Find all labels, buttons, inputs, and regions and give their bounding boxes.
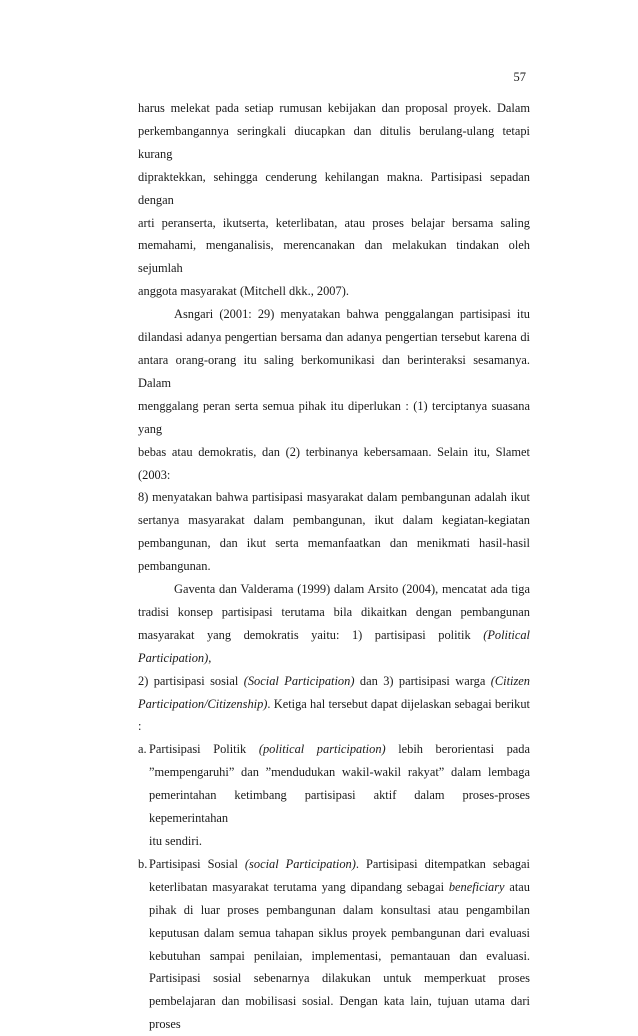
text-run: . Partisipasi ditempatkan sebagai <box>355 856 530 871</box>
text-line: ”mempengaruhi” dan ”mendudukan wakil-wakil rakyat” dalam lembaga <box>149 765 530 780</box>
text-run: keterlibatan masyarakat terutama yang dipandang sebagai <box>149 879 449 894</box>
text-line: 8) menyatakan bahwa partisipasi masyarakat dalam pembangunan adalah ikut <box>138 490 530 505</box>
text-line: pembangunan. <box>138 559 211 574</box>
text-run: Partisipasi Politik <box>149 742 259 757</box>
text-line: pemerintahan ketimbang partisipasi aktif dalam proses-proses kepemerintahan <box>149 788 530 826</box>
text-run: Partisipasi Sosial <box>149 856 245 871</box>
text-line: bebas atau demokratis, dan (2) terbinanya kebersamaan. Selain itu, Slamet (2003: <box>138 444 530 482</box>
text-line <box>138 693 530 739</box>
text-line <box>149 853 530 876</box>
italic-run: (Social Participation) <box>243 673 355 688</box>
text-line: antara orang-orang itu saling berkomunikasi dan berinteraksi sesamanya. Dalam <box>138 352 530 390</box>
text-line: Asngari (2001: 29) menyatakan bahwa penggalangan partisipasi itu <box>174 307 530 322</box>
text-line: arti peranserta, ikutserta, keterlibatan, atau proses belajar bersama saling <box>138 215 530 230</box>
text-line: Partisipasi sosial sebenarnya dilakukan untuk memperkuat proses <box>149 971 530 986</box>
italic-run: (Citizen <box>490 673 530 688</box>
text-line: tradisi konsep partisipasi terutama bila dikaitkan dengan pembangunan <box>138 604 530 619</box>
text-line: kebutuhan sampai penilaian, implementasi, pemantauan dan evaluasi. <box>149 948 530 963</box>
text-line: keputusan dalam semua tahapan siklus proyek pembangunan dari evaluasi <box>149 925 530 940</box>
text-line: sertanya masyarakat dalam pembangunan, ikut dalam kegiatan-kegiatan <box>138 513 530 528</box>
text-line <box>138 670 530 693</box>
text-line: memahami, menganalisis, merencanakan dan melakukan tindakan oleh sejumlah <box>138 238 530 276</box>
text-line: dipraktekkan, sehingga cenderung kehilangan makna. Partisipasi sepadan dengan <box>138 169 530 207</box>
list-marker: b. <box>138 856 148 871</box>
text-line: itu sendiri. <box>149 834 202 848</box>
italic-run: (Political Participation) <box>138 627 530 665</box>
text-line: pembangunan, dan ikut serta memanfaatkan dan menikmati hasil-hasil <box>138 536 530 551</box>
list-item <box>138 853 530 1036</box>
text-run: atau <box>504 879 530 894</box>
text-line <box>149 738 530 761</box>
text-run: masyarakat yang demokratis yaitu: 1) partisipasi politik <box>138 627 484 642</box>
italic-run: Participation/Citizenship) <box>138 696 268 711</box>
italic-run: (political participation) <box>258 742 386 757</box>
text-line <box>149 876 530 899</box>
text-run: 2) partisipasi sosial <box>138 673 244 688</box>
page-number: 57 <box>513 70 526 84</box>
text-line: menggalang peran serta semua pihak itu diperlukan : (1) terciptanya suasana yang <box>138 398 530 436</box>
text-run: dan 3) partisipasi warga <box>354 673 491 688</box>
list-item <box>138 738 530 853</box>
text-run: , <box>208 650 212 665</box>
text-run: . Ketiga hal tersebut dapat dijelaskan sebagai berikut : <box>138 696 530 734</box>
text-line: Gaventa dan Valderama (1999) dalam Arsito (2004), mencatat ada tiga <box>174 582 530 597</box>
text-run: lebih berorientasi pada <box>385 742 530 757</box>
text-line: harus melekat pada setiap rumusan kebijakan dan proposal proyek. Dalam <box>138 101 530 115</box>
text-line: pihak di luar proses pembangunan dalam konsultasi atau pengambilan <box>149 902 530 917</box>
text-line: dilandasi adanya pengertian bersama dan adanya pengertian tersebut karena di <box>138 330 530 345</box>
italic-run: beneficiary <box>448 879 505 894</box>
text-line: perkembangannya seringkali diucapkan dan ditulis berulang-ulang tetapi kurang <box>138 123 530 161</box>
text-line <box>138 624 530 670</box>
text-line: anggota masyarakat (Mitchell dkk., 2007). <box>138 284 349 299</box>
text-line: pembelajaran dan mobilisasi sosial. Dengan kata lain, tujuan utama dari proses <box>149 994 530 1032</box>
list-marker: a. <box>138 742 147 757</box>
italic-run: (social Participation) <box>244 856 356 871</box>
body-text <box>138 97 530 1036</box>
